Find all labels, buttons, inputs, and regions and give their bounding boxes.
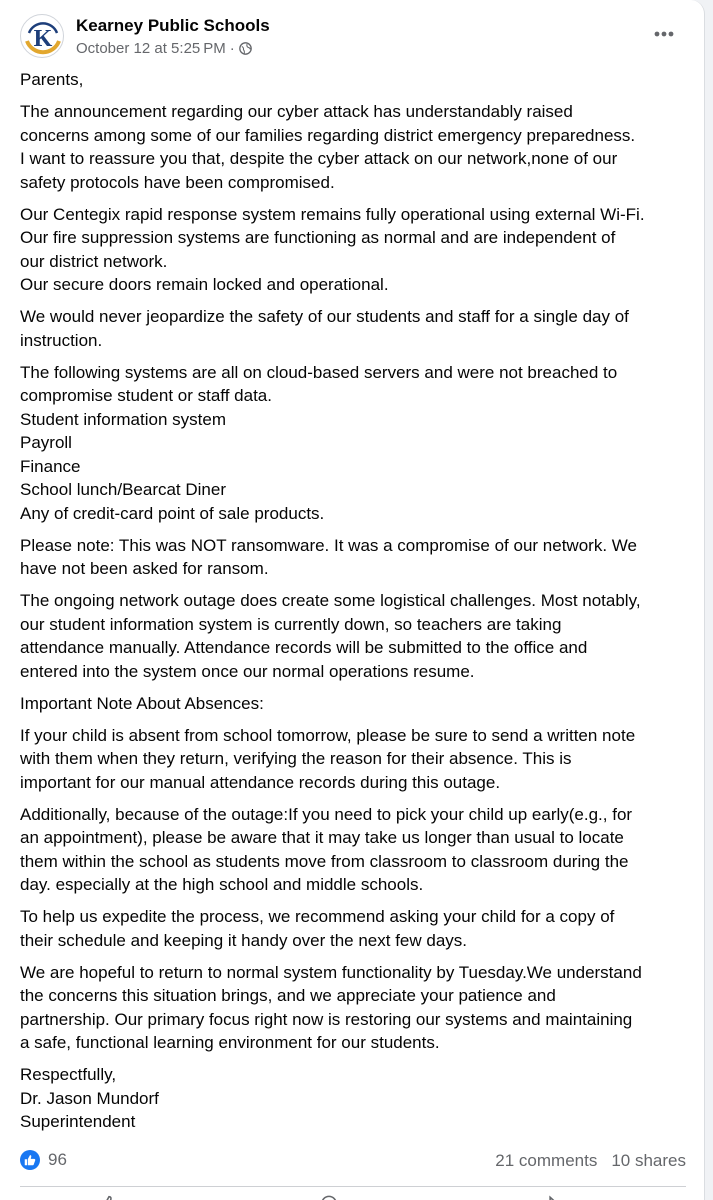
post-text-line: them within the school as students move from classroom to classroom during the: [20, 851, 629, 871]
post-text-line: Any of credit-card point of sale products.: [20, 503, 325, 523]
post-text-line: partnership. Our primary focus right now is restoring our systems and maintaining: [20, 1009, 633, 1029]
page-name-link[interactable]: Kearney Public Schools: [76, 16, 270, 35]
post-text-line: School lunch/Bearcat Diner: [20, 480, 227, 499]
post-text-line: We are hopeful to return to normal system functionality by Tuesday.We understand: [20, 962, 642, 982]
post-text-line: Respectfully,: [20, 1065, 117, 1084]
post-paragraph: [20, 68, 692, 92]
post-text-line: instruction.: [20, 330, 103, 350]
post-text-line: our district network.: [20, 251, 168, 271]
post-body: [20, 68, 692, 1142]
post-text-line: Additionally, because of the outage:If you need to pick your child up early(e.g., for: [20, 804, 633, 824]
svg-text:K: K: [33, 26, 53, 52]
comments-count-link[interactable]: 21 comments: [495, 1151, 598, 1170]
post-text-line: Superintendent: [20, 1112, 136, 1131]
post-paragraph: [20, 961, 692, 1055]
post-paragraph: [20, 203, 692, 297]
school-logo-icon: [21, 15, 64, 58]
post-paragraph: [20, 361, 692, 526]
post-paragraph: [20, 692, 692, 716]
thumbs-up-icon: [20, 1150, 40, 1170]
post-text-line: If your child is absent from school tomorrow, please be sure to send a written note: [20, 725, 636, 745]
post-text-line: an appointment), please be aware that it may take us longer than usual to locate: [20, 828, 624, 847]
shares-count-link[interactable]: 10 shares: [611, 1151, 686, 1170]
post-text-line: Dr. Jason Mundorf: [20, 1088, 159, 1108]
post-text-line: day. especially at the high school and middle schools.: [20, 875, 424, 894]
post-timestamp[interactable]: October 12 at 5:25 PM: [76, 40, 226, 57]
post-text-line: Parents,: [20, 70, 84, 89]
post-text-line: safety protocols have been compromised.: [20, 172, 335, 192]
post-text-line: Student information system: [20, 409, 226, 429]
like-action-icon[interactable]: [100, 1195, 118, 1200]
post-text-line: concerns among some of our families regarding district emergency preparedness.: [20, 125, 636, 145]
post-text-line: have not been asked for ransom.: [20, 559, 269, 578]
post-text-line: The following systems are all on cloud-based servers and were not breached to: [20, 362, 618, 382]
post-text-line: our student information system is currently down, so teachers are taking: [20, 614, 562, 634]
post-text-line: the concerns this situation brings, and we appreciate your patience and: [20, 986, 556, 1005]
post-paragraph: [20, 100, 692, 194]
post-text-line: To help us expedite the process, we recommend asking your child for a copy of: [20, 907, 615, 926]
post-text-line: compromise student or staff data.: [20, 386, 272, 405]
reaction-summary[interactable]: [20, 1150, 67, 1170]
post-text-line: Payroll: [20, 433, 72, 452]
post-text-line: I want to reassure you that, despite the cyber attack on our network,none of our: [20, 149, 618, 168]
post-action-bar: [20, 1186, 686, 1200]
post-text-line: Our Centegix rapid response system remains fully operational using external Wi-Fi.: [20, 204, 645, 224]
like-count: 96: [48, 1150, 67, 1169]
post-paragraph: [20, 803, 692, 897]
post-paragraph: [20, 534, 692, 581]
post-paragraph: [20, 305, 692, 352]
post-text-line: Our fire suppression systems are functioning as normal and are independent of: [20, 228, 616, 247]
post-text-line: attendance manually. Attendance records will be submitted to the office and: [20, 638, 588, 657]
post-text-line: Finance: [20, 456, 81, 476]
post-paragraph: [20, 724, 692, 795]
post-text-line: Our secure doors remain locked and operational.: [20, 275, 389, 294]
post-text-line: The announcement regarding our cyber attack has understandably raised: [20, 102, 573, 121]
more-options-icon[interactable]: [650, 20, 678, 48]
post-paragraph: [20, 905, 692, 952]
comment-action-icon[interactable]: [320, 1195, 338, 1200]
post-text-line: important for our manual attendance records during this outage.: [20, 772, 501, 792]
post-text-line: Important Note About Absences:: [20, 693, 264, 713]
page-avatar[interactable]: [20, 14, 64, 58]
post-paragraph: [20, 589, 692, 683]
post-text-line: their schedule and keeping it handy over the next few days.: [20, 930, 468, 950]
post-text-line: The ongoing network outage does create some logistical challenges. Most notably,: [20, 591, 641, 610]
post-text-line: Please note: This was NOT ransomware. It was a compromise of our network. We: [20, 535, 637, 555]
post-meta: [76, 40, 252, 59]
post-paragraph: [20, 1063, 692, 1134]
comment-share-stats: [495, 1151, 686, 1171]
post-text-line: We would never jeopardize the safety of our students and staff for a single day of: [20, 307, 629, 326]
post-text-line: with them when they return, verifying the reason for their absence. This is: [20, 749, 572, 768]
engagement-bar: [20, 1146, 686, 1176]
meta-separator: ·: [229, 40, 235, 57]
globe-icon[interactable]: [239, 42, 252, 59]
post-header: [20, 14, 690, 64]
post-text-line: a safe, functional learning environment for our students.: [20, 1033, 440, 1052]
post-text-line: entered into the system once our normal operations resume.: [20, 661, 475, 681]
share-action-icon[interactable]: [540, 1195, 558, 1200]
